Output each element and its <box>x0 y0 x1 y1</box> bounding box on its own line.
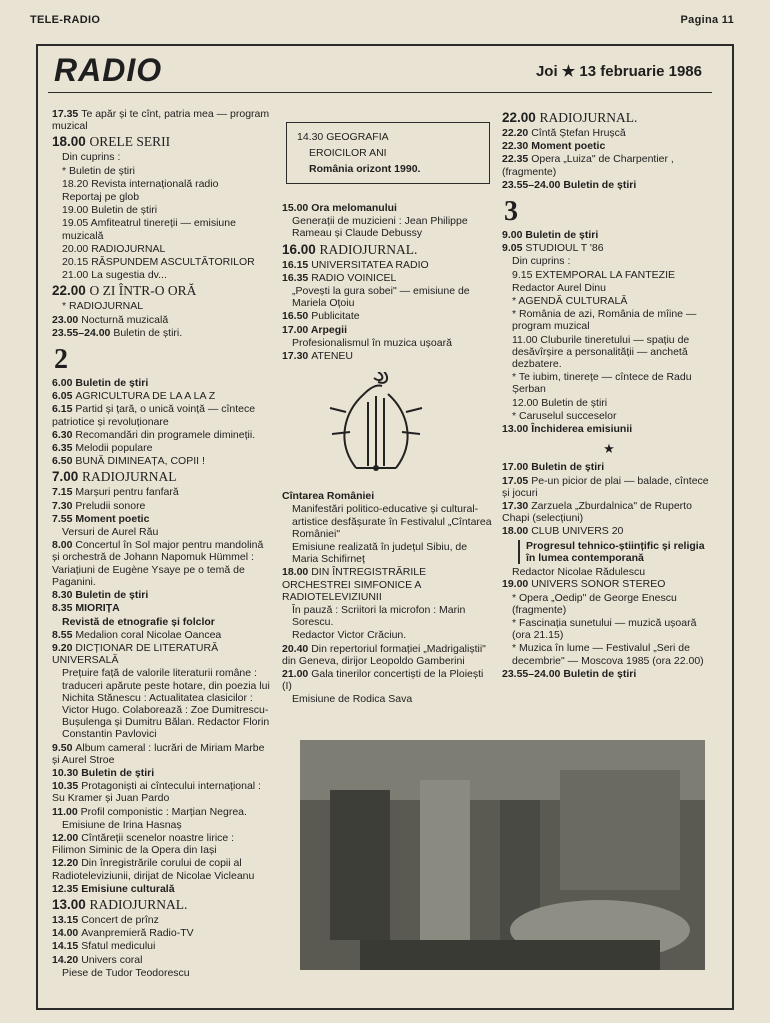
c2-item: În pauză : Scriitori la microfon : Marin Sorescu. <box>292 604 466 629</box>
time: 14.15 <box>52 940 82 953</box>
c1-item: Prețuire față de valorile literaturii române : traduceri apărute peste hotare, din poezia lui Nichita Stănescu : Actualitatea clasicilor : Victor Hugo. Colaborează : Zoe Dumitrescu-Bușulenga și Dumitru Bălan. Redactor Florin Constantin Pavlovici <box>62 667 270 741</box>
c3-item: * România de azi, România de mîine — program muzical <box>512 308 697 333</box>
c3-item <box>502 423 716 435</box>
program-3-heading: 3 <box>504 196 518 228</box>
c1-item <box>52 832 270 856</box>
time: 8.35 <box>52 602 76 615</box>
featured-line-3: România orizont 1990. <box>309 163 421 175</box>
photo-image <box>300 740 705 970</box>
time: 22.20 <box>502 127 532 139</box>
c1-item <box>52 486 270 498</box>
featured-line-1: 14.30 GEOGRAFIA <box>297 131 389 143</box>
program-title: Recomandări din programele dimineții. <box>75 428 256 441</box>
page-title: RADIO <box>54 52 163 88</box>
c1-item <box>52 108 270 132</box>
c3-item <box>502 242 716 254</box>
c1-item <box>52 780 270 804</box>
c3-item <box>502 153 716 177</box>
c2-item: Redactor Victor Crăciun. <box>292 629 407 642</box>
program-title: Emisiune culturală <box>81 882 175 895</box>
time: 14.20 <box>52 953 82 966</box>
program-title: RADIOJURNAL <box>82 469 177 485</box>
c1-item <box>52 390 270 402</box>
c1-item: 21.00 La sugestia dv... <box>62 269 167 282</box>
program-title: Gala tinerilor concertiști de la Ploiești (I) <box>282 668 484 693</box>
time: 14.00 <box>52 927 82 940</box>
c3-item: * AGENDĂ CULTURALĂ <box>512 295 628 308</box>
time: 6.50 <box>52 455 76 468</box>
c1-item <box>52 500 270 512</box>
header-rule <box>48 92 712 93</box>
time: 17.00 <box>502 461 532 474</box>
time: 8.00 <box>52 539 76 552</box>
time: 6.35 <box>52 442 76 455</box>
c2-item: „Povești la gura sobei" — emisiune de Mariela Oțoiu <box>292 285 470 310</box>
c1-item: Reportaj pe glob <box>62 191 140 204</box>
c2-item: Manifestări politico-educative și cultural-artistice desfășurate în Festivalul „Cîntarea României" <box>292 503 492 540</box>
program-title: Sfatul medicului <box>81 940 156 953</box>
time: 16.00 <box>282 241 320 257</box>
c1-item <box>52 954 270 966</box>
time: 17.30 <box>282 350 312 363</box>
c2-item <box>282 668 494 692</box>
program-title: Te apăr și te cînt, patria mea — program muzical <box>52 108 270 133</box>
c1-item <box>52 806 270 818</box>
program-title: RADIOJURNAL. <box>89 896 188 912</box>
program-title: Buletin de știri <box>75 589 149 602</box>
c3-item: 12.00 Buletin de știri <box>512 396 608 409</box>
time: 18.00 <box>502 525 532 538</box>
program-title: Avanpremieră Radio-TV <box>81 927 194 940</box>
c1-item <box>52 927 270 939</box>
c3-item <box>502 475 716 499</box>
c3-item: 11.00 Cluburile tineretului — spațiu de desăvîrșire a personalității — anchetă dezbatere. <box>512 333 690 371</box>
time: 18.00 <box>282 566 312 579</box>
c2-item <box>282 310 494 322</box>
program-title: UNIVERS SONOR STEREO <box>531 578 666 591</box>
c2-item <box>282 272 494 284</box>
time: 7.55 <box>52 512 76 525</box>
program-title: BUNĂ DIMINEAȚA, COPII ! <box>75 455 205 468</box>
time: 16.35 <box>282 271 312 284</box>
c3-item <box>502 500 716 524</box>
c1-item <box>52 589 270 601</box>
time: 8.55 <box>52 628 76 641</box>
program-title: STUDIOUL T '86 <box>525 242 604 255</box>
column-1 <box>52 108 270 980</box>
time: 13.15 <box>52 913 82 926</box>
c2-item <box>282 324 494 336</box>
c1-item: Versuri de Aurel Rău <box>62 526 159 539</box>
time: 9.50 <box>52 741 76 754</box>
c1-item <box>52 629 270 641</box>
c3-item <box>502 668 716 680</box>
time: 17.35 <box>52 108 82 120</box>
program-title: UNIVERSITATEA RADIO <box>311 258 429 271</box>
c1-item: 20.15 RĂSPUNDEM ASCULTĂTORILOR <box>62 256 255 269</box>
program-title: Din repertoriul formației „Madrigaliștii" din Geneva, dirijor Leopoldo Gamberini <box>282 642 486 667</box>
program-title: Cîntăreții scenelor noastre lirice : Filimon Siminic de la Opera din Iași <box>52 831 235 857</box>
program-title: Cîntă Ștefan Hrușcă <box>531 127 626 139</box>
time: 22.00 <box>52 283 90 299</box>
c1-item: Emisiune de Irina Hasnaș <box>62 818 182 831</box>
program-title: RADIOJURNAL. <box>539 110 638 125</box>
c1-item <box>52 314 270 326</box>
program-title: Buletin de știri <box>525 229 599 242</box>
time: 22.35 <box>502 153 532 166</box>
time: 10.30 <box>52 766 82 779</box>
c2-item <box>282 350 494 362</box>
program-title: Moment poetic <box>531 140 606 153</box>
time: 9.05 <box>502 242 526 255</box>
c3-item <box>502 461 716 473</box>
c3-item: 9.15 EXTEMPORAL LA FANTEZIE <box>512 268 676 281</box>
program-title: AGRICULTURA DE LA A LA Z <box>75 390 216 403</box>
club-topic <box>518 540 716 564</box>
program-title: Buletin de știri <box>563 667 637 680</box>
program-title: Buletin de știri <box>75 377 149 390</box>
program-title: Buletin de știri <box>531 461 605 474</box>
c1-item <box>52 940 270 952</box>
program-title: Buletin de știri <box>563 178 637 191</box>
program-title: Pe-un picior de plai — balade, cîntece și jocuri <box>502 474 709 499</box>
c3-item: * Fascinația sunetului — muzică ușoară (ora 21.15) <box>512 616 697 642</box>
c3-item: * Opera „Oedip" de George Enescu (fragmente) <box>512 591 677 616</box>
column-2 <box>282 108 494 707</box>
program-title: Închiderea emisiunii <box>531 423 633 436</box>
concert-photo <box>300 740 705 970</box>
c1-item: 19.05 Amfiteatrul tinereții — emisiune muzicală <box>62 217 236 242</box>
c3-item <box>502 525 716 537</box>
program-title: Zarzuela „Zburdalnica" de Ruperto Chapi (selecțiuni) <box>502 500 692 525</box>
program-title: ORELE SERII <box>89 134 171 150</box>
time: 23.55–24.00 <box>52 326 114 339</box>
c1-item <box>52 377 270 389</box>
c1-item: Piese de Tudor Teodorescu <box>62 966 190 979</box>
c2-item: Profesionalismul în muzica ușoară <box>292 336 452 349</box>
program-title: Preludii sonore <box>75 499 146 512</box>
program-title: Publicitate <box>311 310 360 323</box>
c2-item <box>282 242 494 258</box>
time: 21.00 <box>282 668 312 681</box>
program-title: MIORIȚA <box>75 602 120 615</box>
time: 23.55–24.00 <box>502 667 564 680</box>
c2-item: Emisiune realizată în județul Sibiu, de Maria Schifirneț <box>292 541 468 566</box>
time: 13.00 <box>502 423 532 436</box>
time: 19.00 <box>502 578 532 591</box>
c1-item <box>52 513 270 525</box>
c3-item: Redactor Aurel Dinu <box>512 281 606 294</box>
program-title: Marșuri pentru fanfară <box>75 486 179 499</box>
c2-item: Cîntarea României <box>282 490 375 503</box>
c2-item <box>282 202 494 214</box>
program-title: ATENEU <box>311 350 354 363</box>
time: 22.30 <box>502 140 532 153</box>
time: 15.00 <box>282 202 312 214</box>
c1-item <box>52 539 270 588</box>
program-title: RADIO VOINICEL <box>311 271 397 284</box>
star-divider: ★ <box>603 441 615 457</box>
program-title: DIN ÎNTREGISTRĂRILE ORCHESTREI SIMFONICE A RADIOTELEVIZIUNII <box>282 566 427 603</box>
time: 11.00 <box>52 805 81 818</box>
time: 23.00 <box>52 313 82 326</box>
time: 6.15 <box>52 403 76 416</box>
time: 6.30 <box>52 428 76 441</box>
time: 7.00 <box>52 469 83 485</box>
c1-item <box>52 429 270 441</box>
c3-item <box>502 179 716 191</box>
c3-item: * Te iubim, tinerețe — cîntece de Radu Șerban <box>512 371 692 396</box>
section-tag: TELE-RADIO <box>30 14 101 26</box>
club-topic-editor: Redactor Nicolae Rădulescu <box>512 566 646 579</box>
program-title: Concertul în Sol major pentru mandolină și orchestră de Johann Napomuk Hümmel : Variațiuni de Eugène Ysaye pe o temă de Paganini. <box>52 539 264 588</box>
c1-item: * RADIOJURNAL <box>62 300 144 313</box>
time: 22.00 <box>502 110 540 125</box>
c1-item: 18.20 Revista internațională radio <box>62 177 219 190</box>
program-2-heading: 2 <box>54 344 68 376</box>
program-title: Melodii populare <box>75 442 153 455</box>
c1-item <box>52 403 270 427</box>
c1-item <box>52 442 270 454</box>
c3-item <box>502 140 716 152</box>
time: 17.05 <box>502 474 532 487</box>
featured-box <box>286 122 490 184</box>
program-title: Protagoniști ai cîntecului internațional : Su Kramer și Juan Pardo <box>52 780 261 805</box>
page-number: Pagina 11 <box>680 14 734 26</box>
program-title: CLUB UNIVERS 20 <box>531 525 624 538</box>
time: 10.35 <box>52 780 82 793</box>
c3-item <box>502 110 716 126</box>
time: 23.55–24.00 <box>502 178 564 191</box>
time: 6.00 <box>52 377 76 390</box>
c1-item: Din cuprins : <box>62 151 121 164</box>
c3-item <box>502 229 716 241</box>
time: 13.00 <box>52 896 90 912</box>
broadcast-date: Joi ★ 13 februarie 1986 <box>535 63 702 80</box>
time: 16.15 <box>282 258 312 271</box>
c1-item <box>52 602 270 614</box>
time: 6.05 <box>52 390 76 403</box>
c3-item: Din cuprins : <box>512 255 571 268</box>
program-title: Univers coral <box>81 953 143 966</box>
program-title: Ora melomanului <box>311 202 397 214</box>
c2-item <box>282 259 494 271</box>
c1-item <box>52 767 270 779</box>
c1-item <box>52 857 270 881</box>
time: 8.30 <box>52 589 76 602</box>
program-title: Arpegii <box>310 323 347 336</box>
time: 7.30 <box>52 499 76 512</box>
c1-item <box>52 742 270 766</box>
time: 7.15 <box>52 486 76 499</box>
program-title: O ZI ÎNTR-O ORĂ <box>89 283 197 299</box>
program-title: DICȚIONAR DE LITERATURĂ UNIVERSALĂ <box>52 641 219 667</box>
time: 16.50 <box>282 310 312 323</box>
club-topic-title: Progresul tehnico-științific și religia în lumea contemporană <box>526 539 705 564</box>
time: 9.20 <box>52 641 76 654</box>
time: 17.30 <box>502 500 532 513</box>
program-title: Buletin de știri. <box>113 326 183 339</box>
program-title: RADIOJURNAL. <box>319 241 418 257</box>
time: 12.35 <box>52 882 82 895</box>
c3-item: * Muzica în lume — Festivalul „Seri de decembrie" — Moscova 1985 (ora 22.00) <box>512 642 704 667</box>
c1-item: * Buletin de știri <box>62 164 135 177</box>
program-title: Din înregistrările corului de copii al Radioteleviziunii, dirijat de Nicolae Vicleanu <box>52 857 255 882</box>
c3-item <box>502 127 716 139</box>
c3-item: * Caruselul succeselor <box>512 409 617 422</box>
c1-item <box>52 883 270 895</box>
time: 20.40 <box>282 642 312 655</box>
c2-item: Emisiune de Rodica Sava <box>292 693 413 706</box>
c1-item: Revistă de etnografie și folclor <box>62 615 215 628</box>
c1-item <box>52 642 270 666</box>
program-title: Opera „Luiza" de Charpentier ,(fragmente) <box>502 153 674 178</box>
c1-item <box>52 469 270 485</box>
c1-item <box>52 897 270 913</box>
lyre-logo-icon <box>316 372 436 480</box>
program-title: Moment poetic <box>75 512 150 525</box>
program-title: Partid și țară, o unică voință — cîntece patriotice și revoluționare <box>52 403 256 428</box>
time: 12.00 <box>52 831 82 844</box>
program-title: Album cameral : lucrări de Miriam Marbe și Aurel Stroe <box>52 741 265 766</box>
c2-item <box>282 566 494 603</box>
c1-item <box>52 134 270 150</box>
time: 12.20 <box>52 857 82 870</box>
c1-item <box>52 327 270 339</box>
featured-line-2: EROICILOR ANI <box>309 147 387 159</box>
program-title: Medalion coral Nicolae Oancea <box>75 628 222 641</box>
column-3 <box>502 108 716 681</box>
program-title: Profil componistic : Marțian Negrea. <box>80 805 247 818</box>
time: 17.00 <box>282 323 311 336</box>
c2-item <box>282 643 494 667</box>
program-title: Buletin de știri <box>81 766 155 779</box>
time: 18.00 <box>52 134 90 150</box>
program-title: Nocturnă muzicală <box>81 313 169 326</box>
program-title: Concert de prînz <box>81 913 159 926</box>
c1-item: 19.00 Buletin de știri <box>62 204 158 217</box>
c1-item: 20.00 RADIOJURNAL <box>62 242 166 255</box>
c1-item <box>52 455 270 467</box>
time: 9.00 <box>502 229 526 242</box>
c3-item <box>502 578 716 590</box>
c1-item <box>52 914 270 926</box>
c1-item <box>52 283 270 299</box>
c2-item: Generații de muzicieni : Jean Philippe Rameau și Claude Debussy <box>292 215 468 240</box>
